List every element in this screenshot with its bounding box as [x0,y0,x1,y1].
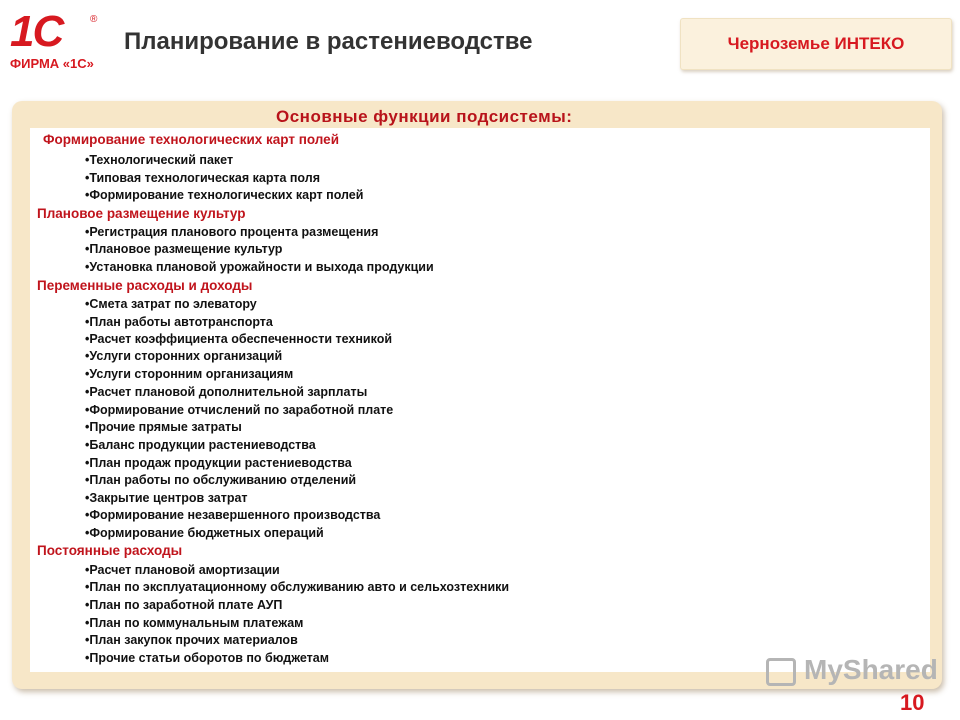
section-heading: Переменные расходы и доходы [37,278,253,293]
company-name: Черноземье ИНТЕКО [727,34,905,53]
watermark-icon [766,658,796,686]
list-item: •План работы по обслуживанию отделений [85,473,357,487]
slide-number: 10 [900,690,925,715]
registered-mark: ® [90,14,98,25]
list-item: •Баланс продукции растениеводства [85,438,316,452]
list-item: •Прочие статьи оборотов по бюджетам [85,651,330,665]
list-item: •Установка плановой урожайности и выхода продукции [85,260,434,274]
list-item: •Прочие прямые затраты [85,420,242,434]
list-item: •Смета затрат по элеватору [85,297,257,311]
list-item: •Типовая технологическая карта поля [85,171,320,185]
list-item: •Плановое размещение культур [85,242,283,256]
section-heading: Постоянные расходы [37,543,183,558]
list-item: •Регистрация планового процента размещения [85,225,379,239]
section-heading: Формирование технологических карт полей [43,132,339,147]
logo-mark: 1С [10,7,63,56]
list-item: •Расчет плановой амортизации [85,563,280,577]
list-item: •Расчет коэффициента обеспеченности техникой [85,332,393,346]
logo-caption: ФИРМА «1С» [10,56,94,71]
list-item: •Услуги сторонним организациям [85,367,294,381]
list-item: •План закупок прочих материалов [85,633,298,647]
list-item: •Расчет плановой дополнительной зарплаты [85,385,368,399]
list-item: •Услуги сторонних организаций [85,349,283,363]
list-item: •Закрытие центров затрат [85,491,248,505]
firm-1c-logo [10,7,110,71]
watermark [766,654,938,686]
list-item: •Формирование бюджетных операций [85,526,324,540]
list-item: •Формирование незавершенного производства [85,508,381,522]
page-title: Планирование в растениеводстве [124,28,533,55]
list-item: •Технологический пакет [85,153,234,167]
list-item: •План по коммунальным платежам [85,616,304,630]
list-item: •Формирование отчислений по заработной плате [85,403,394,417]
section-heading: Плановое размещение культур [37,206,246,221]
list-item: •План работы автотранспорта [85,315,273,329]
list-item: •План по эксплуатационному обслуживанию авто и сельхозтехники [85,580,510,594]
list-item: •Формирование технологических карт полей [85,188,364,202]
list-item: •План по заработной плате АУП [85,598,283,612]
panel-title: Основные функции подсистемы: [276,107,573,126]
list-item: •План продаж продукции растениеводства [85,456,352,470]
company-badge [680,18,952,70]
watermark-text: MyShared [804,654,938,685]
